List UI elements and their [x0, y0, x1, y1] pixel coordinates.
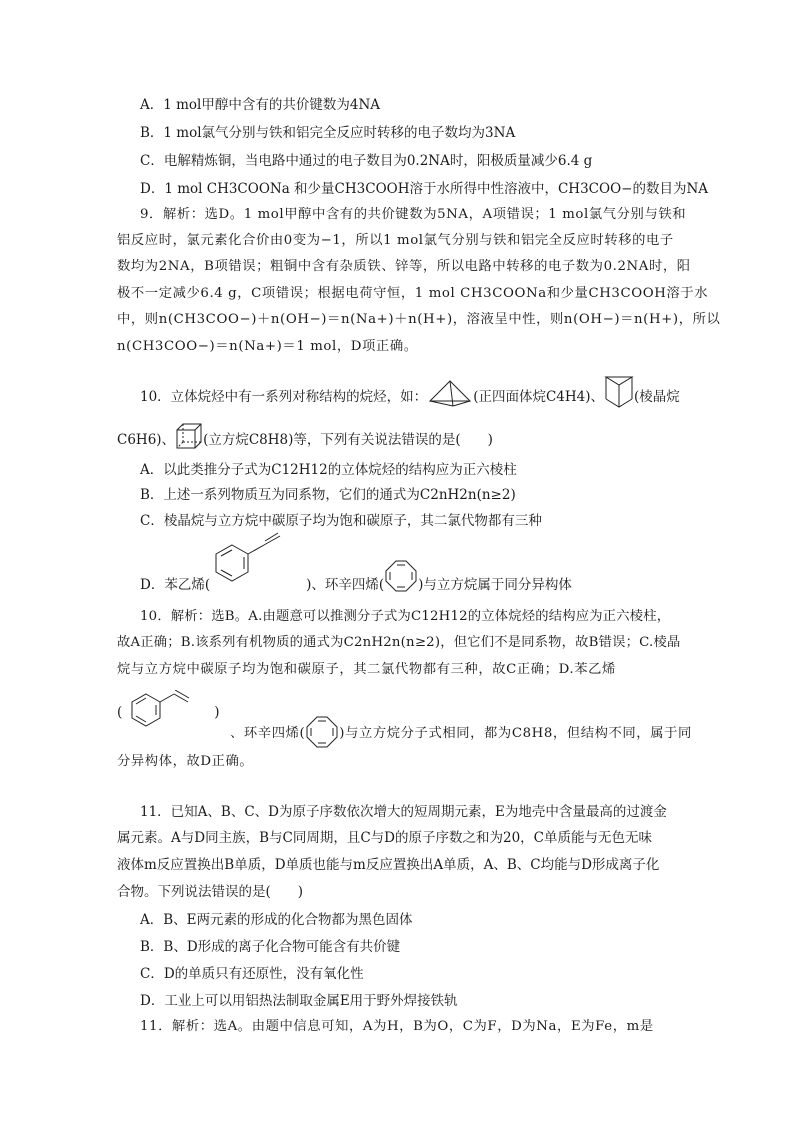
- q10-option-d-text-b: )、环辛四烯(: [306, 577, 385, 593]
- q10-option-a: A．以此类推分子式为C12H12的立体烷烃的结构应为正六棱柱: [140, 462, 517, 478]
- answer-9-line-1: 9．解析：选D。1 mol甲醇中含有的共价键数为5NA，A项错误；1 mol氯气分别与铁和: [140, 207, 687, 222]
- cubane-structure-icon: [175, 422, 203, 450]
- q11-stem-line-3: 液体m反应置换出B单质，D单质也能与m反应置换出A单质，A、B、C均能与D形成离子化: [117, 857, 660, 873]
- styrene-structure-icon: [210, 531, 306, 591]
- q11-stem-line-4: 合物。下列说法错误的是( ): [117, 884, 304, 900]
- q11-stem-line-2: 属元素。A与D同主族，B与C同周期，且C与D的原子序数之和为20，C单质能与无色无味: [117, 830, 652, 846]
- answer-10-line-3: 烷与立方烷中碳原子均为饱和碳原子，其二氯代物都有三种，故C正确；D.苯乙烯: [117, 662, 616, 677]
- q10-prismane-formula: C6H6)、: [117, 432, 176, 448]
- q11-option-c: C．D的单质只有还原性，没有氧化性: [140, 966, 364, 982]
- answer-9-line-4: 极不一定减少6.4 g，C项错误；根据电荷守恒，1 mol CH3COONa和少量CH3COOH溶于水: [117, 286, 709, 301]
- answer-10-line-4: [117, 702, 687, 724]
- q8-option-a: A．1 mol甲醇中含有的共价键数为4NA: [140, 97, 381, 113]
- q8-option-b: B．1 mol氯气分别与铁和铝完全反应时转移的电子数均为3NA: [140, 125, 516, 141]
- answer-10-cot-text: 、环辛四烯(: [230, 726, 306, 741]
- answer-9-line-2: 铝反应时，氯元素化合价由0变为−1，所以1 mol氯气分别与铁和铝完全反应时转移的电子: [117, 233, 674, 248]
- q10-option-d-text-a: D．苯乙烯(: [140, 577, 211, 593]
- q10-stem-text: 10．立体烷烃中有一系列对称结构的烷烃，如：: [140, 389, 428, 405]
- answer-10-cot-text-b: )与立方烷分子式相同，都为C8H8，但结构不同，属于同: [339, 726, 692, 741]
- q10-cubane-label: (立方烷C8H8)等，下列有关说法错误的是( ): [203, 432, 493, 448]
- q10-option-c: C．棱晶烷与立方烷中碳原子均为饱和碳原子，其二氯代物都有三种: [140, 513, 542, 529]
- q10-option-d-text-c: )与立方烷属于同分异构体: [418, 577, 572, 593]
- answer-9-line-6: n(CH3COO−)＝n(Na+)＝1 mol，D项正确。: [117, 339, 418, 354]
- answer-10-line-2: 故A正确；B.该系列有机物质的通式为C2nH2n(n≥2)，但它们不是同系物，故B错误；C.棱晶: [117, 635, 681, 650]
- answer-10-line-1: 10．解析：选B。A.由题意可以推测分子式为C12H12的立体烷烃的结构应为正六棱柱，: [140, 609, 671, 624]
- q11-stem-line-1: 11．已知A、B、C、D为原子序数依次增大的短周期元素，E为地壳中含量最高的过渡金: [140, 804, 667, 820]
- answer-10-paren-close: ): [214, 704, 220, 721]
- answer-10-paren-open: (: [117, 704, 123, 721]
- q10-prismane-label: (棱晶烷: [634, 389, 680, 405]
- answer-11-line-1: 11．解析：选A。由题中信息可知，A为H，B为O，C为F，D为Na，E为Fe，m是: [140, 1019, 654, 1034]
- tetrahedrane-structure-icon: [427, 379, 473, 409]
- cyclooctatetraene-structure-icon-2: [305, 715, 339, 749]
- q11-option-b: B．B、D形成的离子化合物可能含有共价键: [140, 939, 401, 955]
- q10-option-b: B．上述一系列物质互为同系物，它们的通式为C2nH2n(n≥2): [140, 487, 516, 503]
- styrene-structure-icon-2: [128, 690, 208, 730]
- answer-9-line-3: 数均为2NA，B项错误；粗铜中含有杂质铁、锌等，所以电路中转移的电子数为0.2NA时，阳: [117, 259, 691, 274]
- q8-option-d: D．1 mol CH3COONa 和少量CH3COOH溶于水所得中性溶液中，CH3COO−的数目为NA: [140, 181, 709, 197]
- cyclooctatetraene-structure-icon: [384, 559, 418, 593]
- prismane-structure-icon: [604, 373, 634, 409]
- answer-10-line-5: [230, 724, 794, 744]
- answer-10-line-6: 分异构体，故D正确。: [117, 754, 254, 769]
- q11-option-d: D．工业上可以用铝热法制取金属E用于野外焊接铁轨: [140, 993, 458, 1009]
- q10-tetrahedrane-label: (正四面体烷C4H4)、: [473, 389, 605, 405]
- q8-option-c: C．电解精炼铜，当电路中通过的电子数目为0.2NA时，阳极质量减少6.4 g: [140, 153, 593, 169]
- q10-stem-line-2: [117, 430, 687, 450]
- q10-option-d: [140, 575, 710, 595]
- q10-stem-line-1: [140, 387, 710, 407]
- answer-9-line-5: 中，则n(CH3COO−)＋n(OH−)＝n(Na+)＋n(H+)，溶液呈中性，则n(OH−)＝n(H+)，所以: [117, 312, 721, 327]
- q11-option-a: A．B、E两元素的形成的化合物都为黑色固体: [140, 912, 413, 928]
